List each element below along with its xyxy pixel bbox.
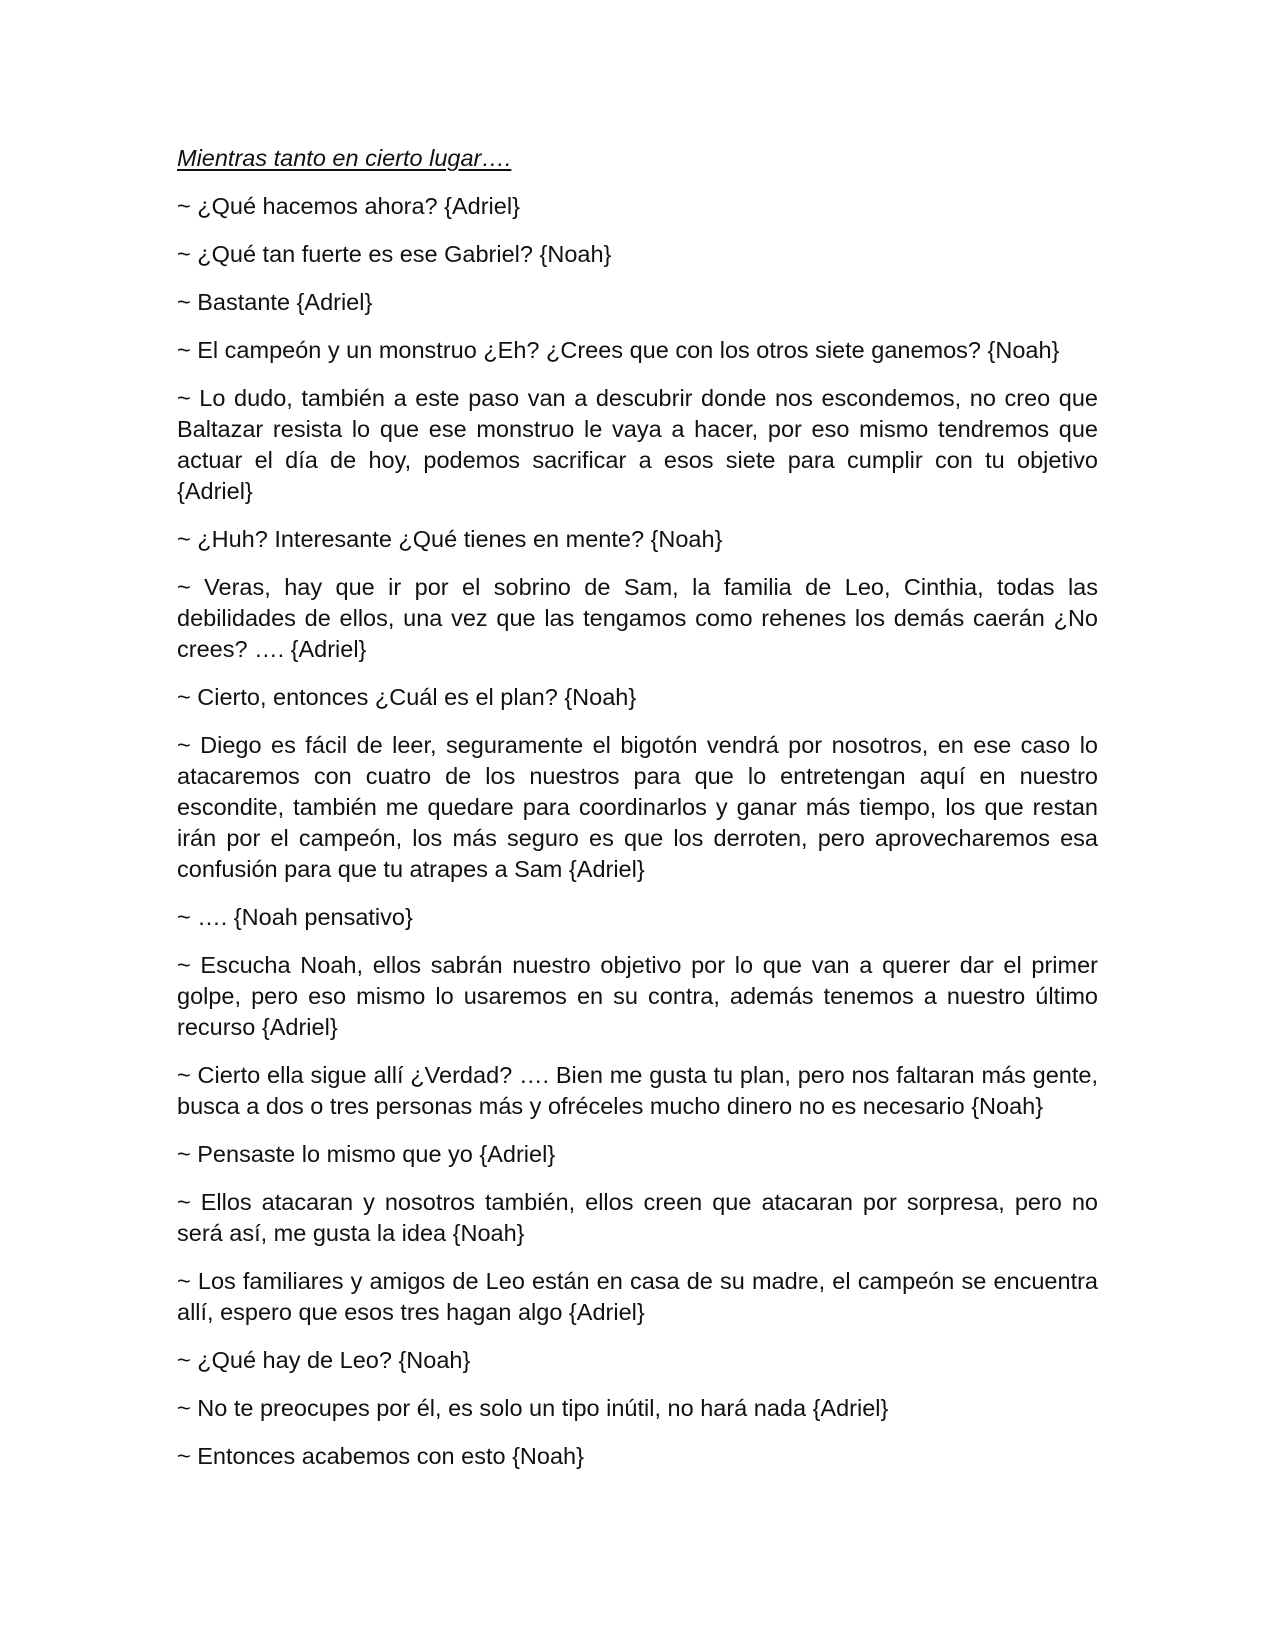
dialogue-line: ~ ¿Qué hay de Leo? {Noah} [177,1347,471,1373]
dialogue-line: ~ Ellos atacaran y nosotros también, ellos creen que atacaran por sorpresa, pero no será así, me gusta la idea {Noah} [177,1189,1098,1246]
dialogue-line: ~ Diego es fácil de leer, seguramente el bigotón vendrá por nosotros, en ese caso lo atacaremos con cuatro de los nuestros para que lo entretengan aquí en nuestro escondite, también me quedare para coordinarlos y ganar más tiempo, los que restan irán por el campeón, los más seguro es que los derroten, pero aprovecharemos esa confusión para que tu atrapes a Sam {Adriel} [177,732,1098,882]
scene-heading: Mientras tanto en cierto lugar…. [177,145,512,171]
dialogue-line: ~ Lo dudo, también a este paso van a descubrir donde nos escondemos, no creo que Baltazar resista lo que ese monstruo le vaya a hacer, por eso mismo tendremos que actuar el día de hoy, podemos sacrificar a esos siete para cumplir con tu objetivo {Adriel} [177,385,1098,504]
dialogue-line: ~ Veras, hay que ir por el sobrino de Sam, la familia de Leo, Cinthia, todas las debilidades de ellos, una vez que las tengamos como rehenes los demás caerán ¿No crees? …. {Adriel} [177,574,1098,662]
dialogue-line: ~ Cierto, entonces ¿Cuál es el plan? {Noah} [177,684,637,710]
dialogue-line: ~ El campeón y un monstruo ¿Eh? ¿Crees que con los otros siete ganemos? {Noah} [177,337,1060,363]
dialogue-line: ~ Los familiares y amigos de Leo están en casa de su madre, el campeón se encuentra allí, espero que esos tres hagan algo {Adriel} [177,1268,1098,1325]
dialogue-line: ~ …. {Noah pensativo} [177,904,413,930]
dialogue-line: ~ Bastante {Adriel} [177,289,373,315]
dialogue-line: ~ Pensaste lo mismo que yo {Adriel} [177,1141,556,1167]
dialogue-line: ~ Entonces acabemos con esto {Noah} [177,1443,584,1469]
dialogue-line: ~ ¿Huh? Interesante ¿Qué tienes en mente? {Noah} [177,526,723,552]
dialogue-line: ~ Cierto ella sigue allí ¿Verdad? …. Bien me gusta tu plan, pero nos faltaran más gente, busca a dos o tres personas más y ofréceles mucho dinero no es necesario {Noah} [177,1062,1098,1119]
dialogue-line: ~ No te preocupes por él, es solo un tipo inútil, no hará nada {Adriel} [177,1395,889,1421]
document-body [177,143,1098,1489]
dialogue-line: ~ Escucha Noah, ellos sabrán nuestro objetivo por lo que van a querer dar el primer golpe, pero eso mismo lo usaremos en su contra, además tenemos a nuestro último recurso {Adriel} [177,952,1098,1040]
dialogue-line: ~ ¿Qué hacemos ahora? {Adriel} [177,193,520,219]
dialogue-line: ~ ¿Qué tan fuerte es ese Gabriel? {Noah} [177,241,612,267]
